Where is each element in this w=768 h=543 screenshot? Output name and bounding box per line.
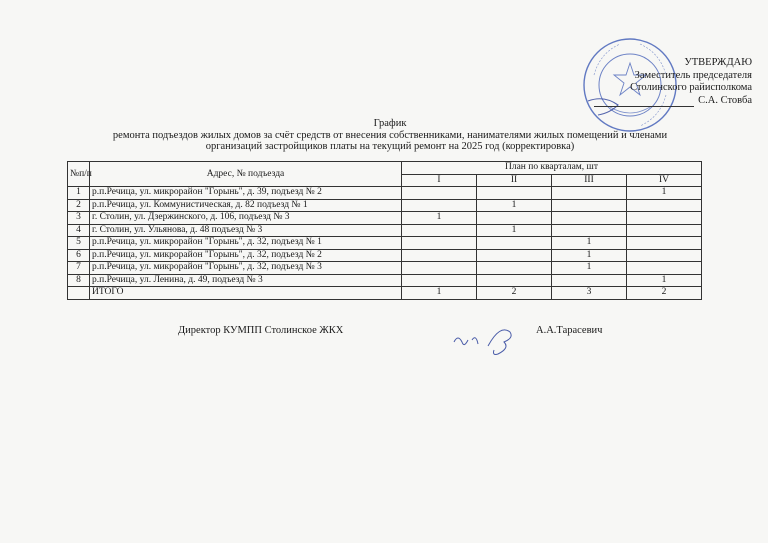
row-q4 [627,212,702,225]
header-plan: План по кварталам, шт [402,162,702,175]
row-q1 [402,274,477,287]
row-address: р.п.Речица, ул. микрорайон "Горынь", д. 32, подъезд № 1 [90,237,402,250]
row-num: 8 [68,274,90,287]
row-q3 [552,199,627,212]
row-address: г. Столин, ул. Дзержинского, д. 106, подъезд № 3 [90,212,402,225]
title-line-2: ремонта подъездов жилых домов за счёт средств от внесения собственниками, нанимателями жилых помещений и членами [112,129,668,141]
total-q2: 2 [477,287,552,300]
row-q1 [402,249,477,262]
approval-block [594,57,752,107]
approval-signatory: С.А. Стовба [594,95,752,108]
row-q3 [552,187,627,200]
header-num: №п/п [68,162,90,187]
row-q3: 1 [552,249,627,262]
row-q4: 1 [627,187,702,200]
table-row [68,212,702,225]
row-q1 [402,237,477,250]
header-quarter: III [552,174,627,187]
total-num [68,287,90,300]
row-q4 [627,199,702,212]
repair-schedule-table [67,161,702,300]
row-q1 [402,187,477,200]
row-q1 [402,199,477,212]
row-num: 1 [68,187,90,200]
row-q3: 1 [552,237,627,250]
header-address: Адрес, № подъезда [90,162,402,187]
row-q2 [477,237,552,250]
row-q4 [627,249,702,262]
row-q2 [477,249,552,262]
row-address: р.п.Речица, ул. Коммунистическая, д. 82 подъезд № 1 [90,199,402,212]
row-q2 [477,262,552,275]
row-address: р.п.Речица, ул. микрорайон "Горынь", д. 32, подъезд № 3 [90,262,402,275]
header-quarter: IV [627,174,702,187]
approval-heading: УТВЕРЖДАЮ [684,57,752,68]
row-q2 [477,274,552,287]
row-q3 [552,224,627,237]
row-q1 [402,262,477,275]
director-name: А.А.Тарасевич [536,325,603,336]
row-q4 [627,237,702,250]
row-num: 2 [68,199,90,212]
row-q3 [552,212,627,225]
row-num: 7 [68,262,90,275]
document-title [60,118,720,153]
row-q2: 1 [477,199,552,212]
table-row [68,187,702,200]
row-num: 4 [68,224,90,237]
row-q4 [627,262,702,275]
table-row [68,199,702,212]
approval-organization: Столинского райисполкома [630,82,752,93]
row-address: г. Столин, ул. Ульянова, д. 48 подъезд № 3 [90,224,402,237]
row-q4: 1 [627,274,702,287]
row-address: р.п.Речица, ул. микрорайон "Горынь", д. 32, подъезд № 2 [90,249,402,262]
table-row [68,262,702,275]
table-row [68,249,702,262]
table-row [68,224,702,237]
title-line-3: организаций застройщиков платы на текущий ремонт на 2025 год (корректировка) [205,141,575,152]
table-row [68,274,702,287]
title-heading: График [373,118,407,129]
row-q2 [477,187,552,200]
table-row [68,237,702,250]
total-row [68,287,702,300]
approval-position: Заместитель председателя [634,69,752,81]
row-q1: 1 [402,212,477,225]
header-quarter: I [402,174,477,187]
row-q4 [627,224,702,237]
director-position: Директор КУМПП Столинское ЖКХ [178,325,344,336]
total-q1: 1 [402,287,477,300]
signature-icon [448,320,528,360]
row-address: р.п.Речица, ул. микрорайон "Горынь", д. 39, подъезд № 2 [90,187,402,200]
row-num: 5 [68,237,90,250]
row-num: 3 [68,212,90,225]
row-q1 [402,224,477,237]
header-quarter: II [477,174,552,187]
row-address: р.п.Речица, ул. Ленина, д. 49, подъезд № 3 [90,274,402,287]
row-q3 [552,274,627,287]
total-q4: 2 [627,287,702,300]
total-label: ИТОГО [90,287,402,300]
row-q3: 1 [552,262,627,275]
row-num: 6 [68,249,90,262]
row-q2 [477,212,552,225]
row-q2: 1 [477,224,552,237]
total-q3: 3 [552,287,627,300]
